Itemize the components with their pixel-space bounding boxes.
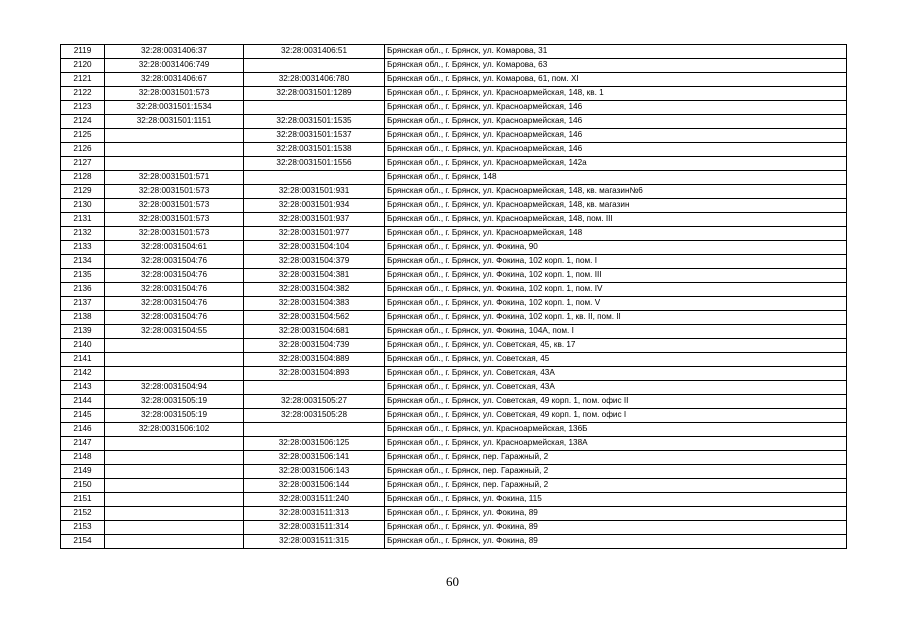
table-row <box>61 297 847 311</box>
new-cadastral-number-cell <box>244 171 385 185</box>
table-row <box>61 283 847 297</box>
table-row <box>61 395 847 409</box>
row-number-cell: 2149 <box>61 465 105 479</box>
new-cadastral-number-cell: 32:28:0031501:1537 <box>244 129 385 143</box>
row-number-cell: 2153 <box>61 521 105 535</box>
new-cadastral-number-cell: 32:28:0031501:1535 <box>244 115 385 129</box>
table-row <box>61 451 847 465</box>
address-cell: Брянская обл., г. Брянск, ул. Красноармейская, 146 <box>385 129 847 143</box>
table-row <box>61 87 847 101</box>
address-cell: Брянская обл., г. Брянск, ул. Советская, 43А <box>385 367 847 381</box>
row-number-cell: 2129 <box>61 185 105 199</box>
row-number-cell: 2137 <box>61 297 105 311</box>
address-cell: Брянская обл., г. Брянск, пер. Гаражный, 2 <box>385 465 847 479</box>
row-number-cell: 2147 <box>61 437 105 451</box>
table-body <box>61 45 847 549</box>
address-cell: Брянская обл., г. Брянск, ул. Советская, 43А <box>385 381 847 395</box>
new-cadastral-number-cell <box>244 101 385 115</box>
new-cadastral-number-cell: 32:28:0031511:314 <box>244 521 385 535</box>
table-row <box>61 269 847 283</box>
page-number: 60 <box>446 574 459 589</box>
new-cadastral-number-cell <box>244 381 385 395</box>
row-number-cell: 2124 <box>61 115 105 129</box>
address-cell: Брянская обл., г. Брянск, ул. Красноармейская, 148 <box>385 227 847 241</box>
row-number-cell: 2140 <box>61 339 105 353</box>
old-cadastral-number-cell: 32:28:0031501:571 <box>105 171 244 185</box>
address-cell: Брянская обл., г. Брянск, ул. Советская, 49 корп. 1, пом. офис II <box>385 395 847 409</box>
new-cadastral-number-cell: 32:28:0031511:315 <box>244 535 385 549</box>
row-number-cell: 2154 <box>61 535 105 549</box>
table-row <box>61 255 847 269</box>
table-row <box>61 423 847 437</box>
cadastral-table <box>60 44 847 549</box>
new-cadastral-number-cell: 32:28:0031504:562 <box>244 311 385 325</box>
address-cell: Брянская обл., г. Брянск, ул. Советская, 49 корп. 1, пом. офис I <box>385 409 847 423</box>
address-cell: Брянская обл., г. Брянск, ул. Комарова, 61, пом. XI <box>385 73 847 87</box>
table-row <box>61 535 847 549</box>
address-cell: Брянская обл., г. Брянск, ул. Красноармейская, 146 <box>385 143 847 157</box>
new-cadastral-number-cell: 32:28:0031506:141 <box>244 451 385 465</box>
address-cell: Брянская обл., г. Брянск, ул. Фокина, 115 <box>385 493 847 507</box>
old-cadastral-number-cell: 32:28:0031505:19 <box>105 409 244 423</box>
table-row <box>61 101 847 115</box>
address-cell: Брянская обл., г. Брянск, ул. Красноармейская, 138А <box>385 437 847 451</box>
address-cell: Брянская обл., г. Брянск, пер. Гаражный, 2 <box>385 451 847 465</box>
new-cadastral-number-cell: 32:28:0031506:144 <box>244 479 385 493</box>
row-number-cell: 2143 <box>61 381 105 395</box>
row-number-cell: 2131 <box>61 213 105 227</box>
new-cadastral-number-cell: 32:28:0031406:780 <box>244 73 385 87</box>
old-cadastral-number-cell: 32:28:0031501:1151 <box>105 115 244 129</box>
new-cadastral-number-cell: 32:28:0031501:934 <box>244 199 385 213</box>
row-number-cell: 2133 <box>61 241 105 255</box>
old-cadastral-number-cell: 32:28:0031501:573 <box>105 87 244 101</box>
new-cadastral-number-cell: 32:28:0031501:1538 <box>244 143 385 157</box>
new-cadastral-number-cell: 32:28:0031504:379 <box>244 255 385 269</box>
row-number-cell: 2141 <box>61 353 105 367</box>
new-cadastral-number-cell: 32:28:0031501:1556 <box>244 157 385 171</box>
old-cadastral-number-cell: 32:28:0031504:55 <box>105 325 244 339</box>
row-number-cell: 2142 <box>61 367 105 381</box>
table-row <box>61 227 847 241</box>
table-row <box>61 171 847 185</box>
row-number-cell: 2126 <box>61 143 105 157</box>
row-number-cell: 2123 <box>61 101 105 115</box>
table-row <box>61 157 847 171</box>
row-number-cell: 2138 <box>61 311 105 325</box>
new-cadastral-number-cell: 32:28:0031504:383 <box>244 297 385 311</box>
address-cell: Брянская обл., г. Брянск, ул. Красноармейская, 146 <box>385 115 847 129</box>
address-cell: Брянская обл., г. Брянск, ул. Комарова, 63 <box>385 59 847 73</box>
address-cell: Брянская обл., г. Брянск, ул. Фокина, 89 <box>385 521 847 535</box>
row-number-cell: 2146 <box>61 423 105 437</box>
new-cadastral-number-cell: 32:28:0031504:104 <box>244 241 385 255</box>
old-cadastral-number-cell: 32:28:0031505:19 <box>105 395 244 409</box>
table-row <box>61 45 847 59</box>
address-cell: Брянская обл., г. Брянск, ул. Красноармейская, 142а <box>385 157 847 171</box>
table-row <box>61 213 847 227</box>
row-number-cell: 2122 <box>61 87 105 101</box>
row-number-cell: 2119 <box>61 45 105 59</box>
old-cadastral-number-cell: 32:28:0031501:573 <box>105 227 244 241</box>
new-cadastral-number-cell: 32:28:0031506:125 <box>244 437 385 451</box>
old-cadastral-number-cell: 32:28:0031504:76 <box>105 283 244 297</box>
table-row <box>61 521 847 535</box>
new-cadastral-number-cell: 32:28:0031505:27 <box>244 395 385 409</box>
table-row <box>61 367 847 381</box>
row-number-cell: 2135 <box>61 269 105 283</box>
row-number-cell: 2139 <box>61 325 105 339</box>
row-number-cell: 2125 <box>61 129 105 143</box>
row-number-cell: 2132 <box>61 227 105 241</box>
old-cadastral-number-cell: 32:28:0031504:76 <box>105 269 244 283</box>
row-number-cell: 2127 <box>61 157 105 171</box>
table-row <box>61 437 847 451</box>
table-row <box>61 115 847 129</box>
old-cadastral-number-cell <box>105 129 244 143</box>
address-cell: Брянская обл., г. Брянск, ул. Красноармейская, 136Б <box>385 423 847 437</box>
table-row <box>61 311 847 325</box>
old-cadastral-number-cell <box>105 157 244 171</box>
old-cadastral-number-cell <box>105 451 244 465</box>
table-row <box>61 325 847 339</box>
address-cell: Брянская обл., г. Брянск, ул. Красноармейская, 148, кв. 1 <box>385 87 847 101</box>
address-cell: Брянская обл., г. Брянск, ул. Фокина, 102 корп. 1, пом. IV <box>385 283 847 297</box>
old-cadastral-number-cell: 32:28:0031406:749 <box>105 59 244 73</box>
new-cadastral-number-cell: 32:28:0031511:313 <box>244 507 385 521</box>
address-cell: Брянская обл., г. Брянск, ул. Красноармейская, 148, пом. III <box>385 213 847 227</box>
old-cadastral-number-cell <box>105 339 244 353</box>
old-cadastral-number-cell <box>105 479 244 493</box>
row-number-cell: 2136 <box>61 283 105 297</box>
table-row <box>61 409 847 423</box>
row-number-cell: 2120 <box>61 59 105 73</box>
new-cadastral-number-cell: 32:28:0031511:240 <box>244 493 385 507</box>
table-row <box>61 73 847 87</box>
old-cadastral-number-cell <box>105 437 244 451</box>
row-number-cell: 2148 <box>61 451 105 465</box>
table-row <box>61 493 847 507</box>
address-cell: Брянская обл., г. Брянск, ул. Фокина, 89 <box>385 507 847 521</box>
new-cadastral-number-cell <box>244 423 385 437</box>
table-row <box>61 479 847 493</box>
new-cadastral-number-cell: 32:28:0031506:143 <box>244 465 385 479</box>
table-row <box>61 199 847 213</box>
old-cadastral-number-cell: 32:28:0031501:573 <box>105 199 244 213</box>
new-cadastral-number-cell: 32:28:0031504:681 <box>244 325 385 339</box>
old-cadastral-number-cell: 32:28:0031504:76 <box>105 311 244 325</box>
old-cadastral-number-cell <box>105 353 244 367</box>
old-cadastral-number-cell: 32:28:0031504:94 <box>105 381 244 395</box>
table-row <box>61 465 847 479</box>
address-cell: Брянская обл., г. Брянск, ул. Фокина, 104А, пом. I <box>385 325 847 339</box>
new-cadastral-number-cell: 32:28:0031406:51 <box>244 45 385 59</box>
address-cell: Брянская обл., г. Брянск, пер. Гаражный, 2 <box>385 479 847 493</box>
address-cell: Брянская обл., г. Брянск, ул. Советская, 45 <box>385 353 847 367</box>
address-cell: Брянская обл., г. Брянск, ул. Красноармейская, 146 <box>385 101 847 115</box>
row-number-cell: 2151 <box>61 493 105 507</box>
old-cadastral-number-cell: 32:28:0031501:573 <box>105 185 244 199</box>
table-row <box>61 507 847 521</box>
new-cadastral-number-cell: 32:28:0031504:382 <box>244 283 385 297</box>
old-cadastral-number-cell <box>105 507 244 521</box>
table-row <box>61 59 847 73</box>
address-cell: Брянская обл., г. Брянск, ул. Фокина, 102 корп. 1, пом. III <box>385 269 847 283</box>
old-cadastral-number-cell <box>105 493 244 507</box>
old-cadastral-number-cell: 32:28:0031501:573 <box>105 213 244 227</box>
old-cadastral-number-cell <box>105 535 244 549</box>
old-cadastral-number-cell: 32:28:0031504:61 <box>105 241 244 255</box>
table-row <box>61 339 847 353</box>
new-cadastral-number-cell: 32:28:0031501:977 <box>244 227 385 241</box>
row-number-cell: 2150 <box>61 479 105 493</box>
old-cadastral-number-cell <box>105 521 244 535</box>
address-cell: Брянская обл., г. Брянск, ул. Красноармейская, 148, кв. магазин№6 <box>385 185 847 199</box>
old-cadastral-number-cell <box>105 143 244 157</box>
address-cell: Брянская обл., г. Брянск, 148 <box>385 171 847 185</box>
address-cell: Брянская обл., г. Брянск, ул. Фокина, 102 корп. 1, пом. V <box>385 297 847 311</box>
table-row <box>61 353 847 367</box>
address-cell: Брянская обл., г. Брянск, ул. Фокина, 102 корп. 1, кв. II, пом. II <box>385 311 847 325</box>
new-cadastral-number-cell: 32:28:0031501:937 <box>244 213 385 227</box>
old-cadastral-number-cell <box>105 367 244 381</box>
old-cadastral-number-cell: 32:28:0031504:76 <box>105 297 244 311</box>
address-cell: Брянская обл., г. Брянск, ул. Фокина, 102 корп. 1, пом. I <box>385 255 847 269</box>
row-number-cell: 2128 <box>61 171 105 185</box>
old-cadastral-number-cell: 32:28:0031501:1534 <box>105 101 244 115</box>
new-cadastral-number-cell: 32:28:0031504:739 <box>244 339 385 353</box>
new-cadastral-number-cell <box>244 59 385 73</box>
table-row <box>61 241 847 255</box>
new-cadastral-number-cell: 32:28:0031501:931 <box>244 185 385 199</box>
new-cadastral-number-cell: 32:28:0031504:893 <box>244 367 385 381</box>
table-row <box>61 185 847 199</box>
old-cadastral-number-cell: 32:28:0031406:67 <box>105 73 244 87</box>
table-row <box>61 381 847 395</box>
address-cell: Брянская обл., г. Брянск, ул. Комарова, 31 <box>385 45 847 59</box>
new-cadastral-number-cell: 32:28:0031505:28 <box>244 409 385 423</box>
address-cell: Брянская обл., г. Брянск, ул. Красноармейская, 148, кв. магазин <box>385 199 847 213</box>
address-cell: Брянская обл., г. Брянск, ул. Фокина, 89 <box>385 535 847 549</box>
row-number-cell: 2152 <box>61 507 105 521</box>
old-cadastral-number-cell: 32:28:0031506:102 <box>105 423 244 437</box>
old-cadastral-number-cell: 32:28:0031406:37 <box>105 45 244 59</box>
row-number-cell: 2130 <box>61 199 105 213</box>
new-cadastral-number-cell: 32:28:0031501:1289 <box>244 87 385 101</box>
new-cadastral-number-cell: 32:28:0031504:889 <box>244 353 385 367</box>
address-cell: Брянская обл., г. Брянск, ул. Фокина, 90 <box>385 241 847 255</box>
row-number-cell: 2144 <box>61 395 105 409</box>
table-row <box>61 143 847 157</box>
table-row <box>61 129 847 143</box>
address-cell: Брянская обл., г. Брянск, ул. Советская, 45, кв. 17 <box>385 339 847 353</box>
old-cadastral-number-cell: 32:28:0031504:76 <box>105 255 244 269</box>
old-cadastral-number-cell <box>105 465 244 479</box>
row-number-cell: 2134 <box>61 255 105 269</box>
new-cadastral-number-cell: 32:28:0031504:381 <box>244 269 385 283</box>
row-number-cell: 2121 <box>61 73 105 87</box>
row-number-cell: 2145 <box>61 409 105 423</box>
